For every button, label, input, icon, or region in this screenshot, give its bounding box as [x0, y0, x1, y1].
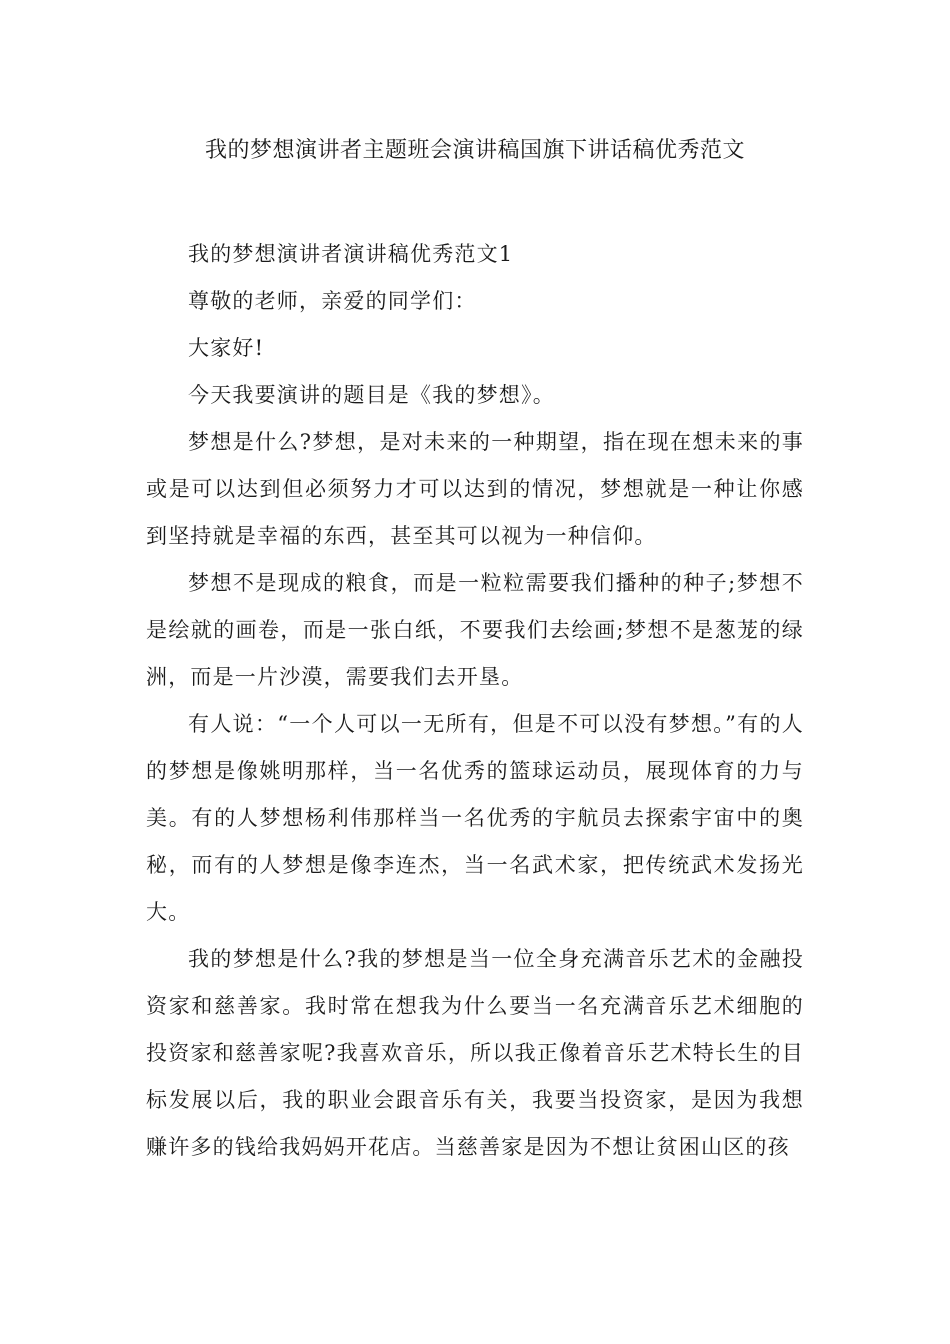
- paragraph-greeting: 大家好!: [188, 336, 265, 360]
- paragraph: 我的梦想是什么?我的梦想是当一位全身充满音乐艺术的金融投资家和慈善家。我时常在想我为什么要当一名充满音乐艺术细胞的投资家和慈善家呢?我喜欢音乐，所以我正像着音乐艺术特长生的目标发展以后，我的职业会跟音乐有关，我要当投资家，是因为我想赚许多的钱给我妈妈开花店。当慈善家是因为不想让贫困山区的孩: [146, 947, 804, 1159]
- paragraph: 有人说：“一个人可以一无所有，但是不可以没有梦想。”有的人的梦想是像姚明那样，当一名优秀的篮球运动员，展现体育的力与美。有的人梦想杨利伟那样当一名优秀的宇航员去探索宇宙中的奥秘，而有的人梦想是像李连杰，当一名武术家，把传统武术发扬光大。: [146, 712, 804, 924]
- document-title: 我的梦想演讲者主题班会演讲稿国旗下讲话稿优秀范文: [204, 138, 745, 163]
- paragraph: 梦想是什么?梦想，是对未来的一种期望，指在现在想未来的事或是可以达到但必须努力才可以达到的情况，梦想就是一种让你感到坚持就是幸福的东西，甚至其可以视为一种信仰。: [146, 430, 804, 548]
- paragraph-topic: 今天我要演讲的题目是《我的梦想》。: [188, 383, 555, 407]
- paragraph: 梦想不是现成的粮食，而是一粒粒需要我们播种的种子;梦想不是绘就的画卷，而是一张白纸，不要我们去绘画;梦想不是葱茏的绿洲，而是一片沙漠，需要我们去开垦。: [146, 571, 804, 689]
- document-body: [146, 231, 804, 1171]
- paragraph-heading: 我的梦想演讲者演讲稿优秀范文1: [188, 242, 514, 266]
- paragraph-salutation: 尊敬的老师，亲爱的同学们：: [188, 289, 477, 313]
